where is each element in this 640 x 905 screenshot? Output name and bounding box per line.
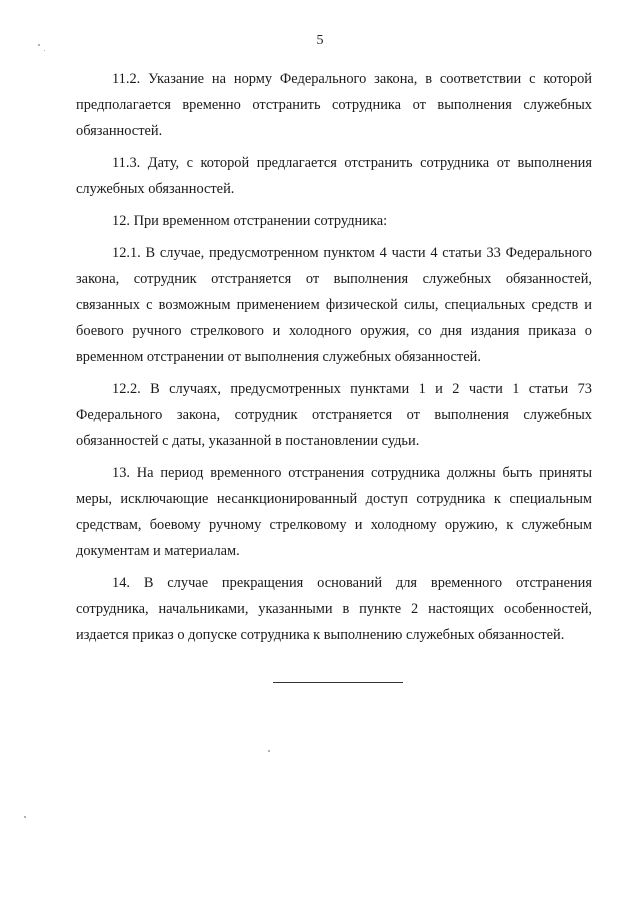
paragraph-12: 12. При временном отстранении сотрудника:: [112, 213, 388, 229]
page-number: 5: [316, 33, 324, 48]
scan-speck: [24, 816, 26, 818]
end-of-document-rule: [273, 682, 403, 683]
paragraph-11-3: 11.3. Дату, с которой предлагается отстранить сотрудника от выполнения служебных обязанностей.: [76, 155, 592, 197]
scan-speck: [268, 750, 270, 752]
scan-speck: [38, 44, 40, 46]
paragraph-11-2: 11.2. Указание на норму Федерального закона, в соответствии с которой предполагается временно отстранить сотрудника от выполнения служебных обязанностей.: [76, 71, 592, 139]
paragraph-13: 13. На период временного отстранения сотрудника должны быть приняты меры, исключающие несанкционированный доступ сотрудника к специальным средствам, боевому ручному стрелковому и холодному оружию, к служебным документам и материалам.: [76, 465, 592, 559]
paragraph-12-1: 12.1. В случае, предусмотренном пунктом 4 части 4 статьи 33 Федерального закона, сотрудник отстраняется от выполнения служебных обязанностей, связанных с возможным применением физической силы, специальных средств и боевого ручного стрелкового и холодного оружия, со дня издания приказа о временном отстранении от выполнения служебных обязанностей.: [76, 245, 592, 365]
paragraph-14: 14. В случае прекращения оснований для временного отстранения сотрудника, начальниками, указанными в пункте 2 настоящих особенностей, издается приказ о допуске сотрудника к выполнению служебных обязанностей.: [76, 575, 592, 643]
paragraph-12-2: 12.2. В случаях, предусмотренных пунктами 1 и 2 части 1 статьи 73 Федерального закона, сотрудник отстраняется от выполнения служебных обязанностей с даты, указанной в постановлении судьи.: [76, 381, 592, 449]
document-body: [76, 66, 592, 654]
scan-speck: [44, 50, 45, 51]
